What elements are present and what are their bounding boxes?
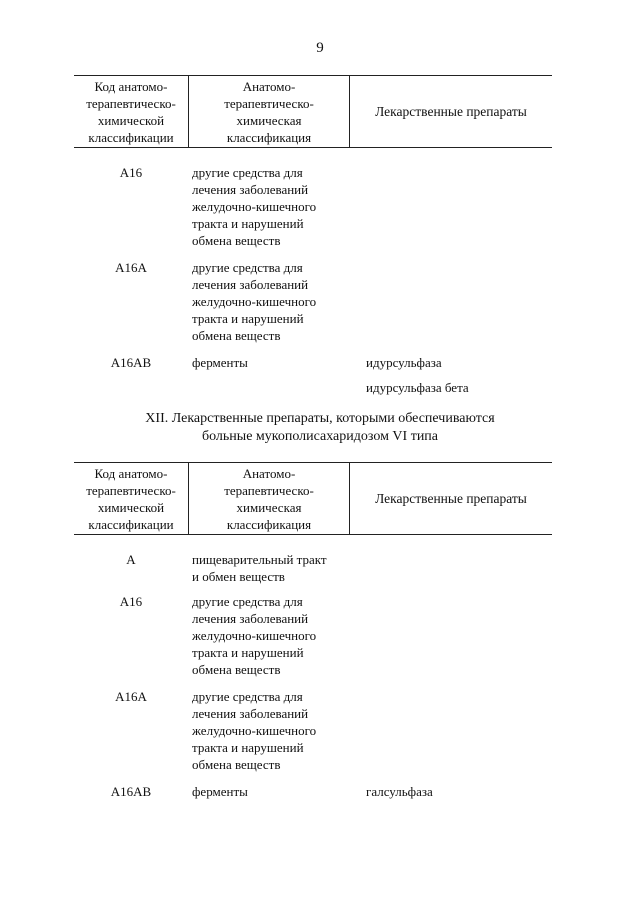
drug-table-2 — [74, 462, 552, 808]
header-atc-code: Код анатомо- терапевтическо- химической классификации — [74, 76, 189, 147]
drug-list — [352, 783, 552, 808]
atc-description: пищеварительный тракт и обмен веществ — [192, 552, 327, 584]
header-atc-classification: Анатомо- терапевтическо- химическая классификация — [189, 463, 350, 534]
table-header — [74, 462, 552, 535]
drug-list — [352, 354, 552, 404]
atc-description: ферменты — [192, 355, 248, 370]
drug-name: идурсульфаза бета — [366, 380, 469, 395]
table-row — [74, 593, 552, 678]
atc-code: A16A — [115, 260, 147, 275]
page-number: 9 — [316, 40, 324, 56]
header-drugs: Лекарственные препараты — [375, 104, 527, 119]
drug-name: идурсульфаза — [366, 355, 442, 370]
table-row — [74, 783, 552, 808]
drug-list — [352, 551, 552, 585]
table-row — [74, 164, 552, 249]
atc-code: A16A — [115, 689, 147, 704]
atc-description: другие средства для лечения заболеваний желудочно-кишечного тракта и нарушений обмена веществ — [192, 594, 317, 677]
drug-list — [352, 259, 552, 344]
atc-description: другие средства для лечения заболеваний желудочно-кишечного тракта и нарушений обмена веществ — [192, 689, 317, 772]
header-atc-code: Код анатомо- терапевтическо- химической классификации — [74, 463, 189, 534]
table-header — [74, 75, 552, 148]
table-row — [74, 354, 552, 404]
atc-code: A16AB — [110, 784, 152, 799]
section-title: XII. Лекарственные препараты, которыми обеспечиваются больные мукополисахаридозом VI типа — [145, 411, 495, 444]
atc-code: A — [126, 552, 136, 567]
atc-code: A16 — [119, 165, 143, 180]
header-drugs: Лекарственные препараты — [375, 491, 527, 506]
atc-code: A16 — [119, 594, 143, 609]
atc-description: ферменты — [192, 784, 248, 799]
atc-description: другие средства для лечения заболеваний желудочно-кишечного тракта и нарушений обмена веществ — [192, 165, 317, 248]
table-row — [74, 551, 552, 585]
header-atc-classification: Анатомо- терапевтическо- химическая классификация — [189, 76, 350, 147]
drug-name: галсульфаза — [366, 784, 433, 799]
atc-code: A16AB — [110, 355, 152, 370]
drug-list — [352, 688, 552, 773]
drug-list — [352, 593, 552, 678]
table-row — [74, 259, 552, 344]
drug-table-1 — [74, 75, 552, 404]
atc-description: другие средства для лечения заболеваний желудочно-кишечного тракта и нарушений обмена веществ — [192, 260, 317, 343]
table-row — [74, 688, 552, 773]
drug-list — [352, 164, 552, 249]
